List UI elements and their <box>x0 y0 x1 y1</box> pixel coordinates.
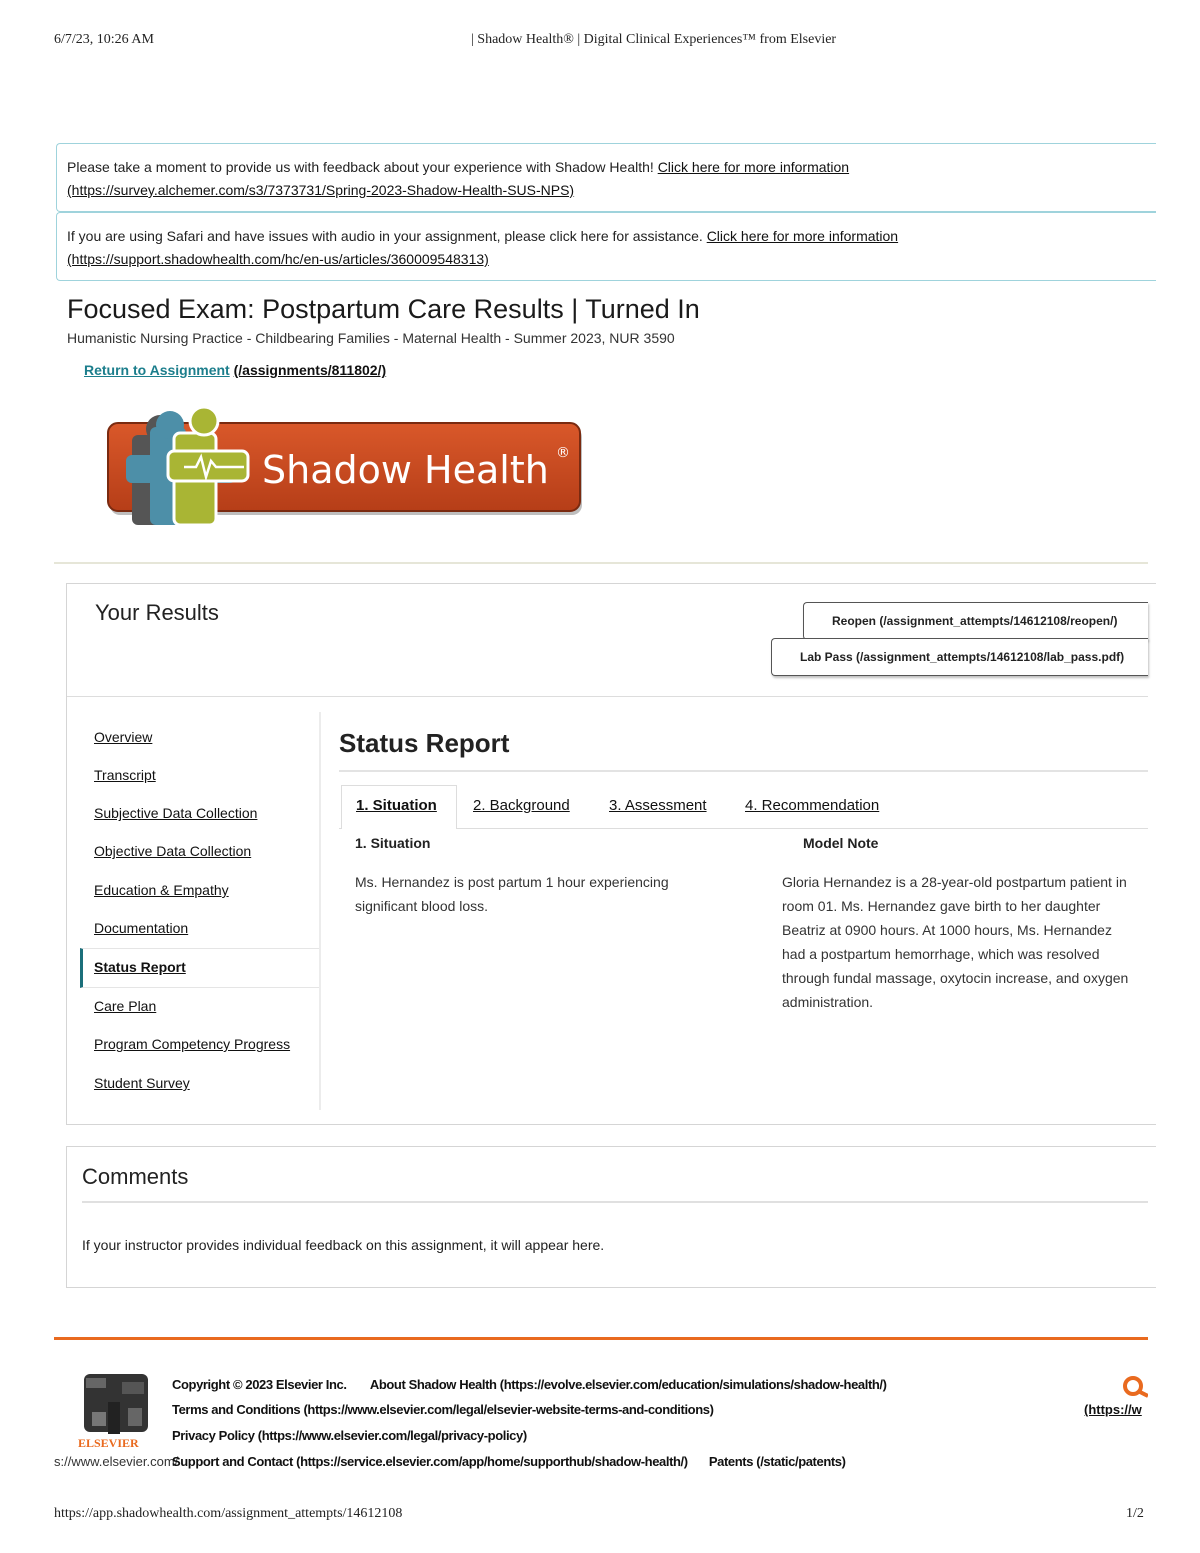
sidebar-item-objective-data[interactable]: Objective Data Collection <box>94 843 252 859</box>
course-subtitle: Humanistic Nursing Practice - Childbearing Families - Maternal Health - Summer 2023, NUR 3590 <box>67 330 675 346</box>
comments-text: If your instructor provides individual feedback on this assignment, it will appear here. <box>82 1237 605 1253</box>
footer-line-3 <box>172 1428 527 1443</box>
model-note-line-2: room 01. Ms. Hernandez gave birth to her daughter <box>782 898 1101 914</box>
shadow-health-logo <box>104 405 586 535</box>
safari-banner <box>56 212 1156 281</box>
print-datetime: 6/7/23, 10:26 AM <box>54 32 154 47</box>
lab-pass-button[interactable]: Lab Pass (/assignment_attempts/14612108/lab_pass.pdf) <box>771 638 1148 676</box>
footer-divider <box>54 1337 1148 1340</box>
accessibility-icon[interactable] <box>1122 1374 1148 1398</box>
comments-title: Comments <box>82 1164 189 1189</box>
print-page-title: | Shadow Health® | Digital Clinical Experiences™ from Elsevier <box>471 32 837 47</box>
sidebar-item-transcript[interactable]: Transcript <box>94 767 156 783</box>
comments-panel <box>66 1146 1156 1288</box>
sidebar-item-education-empathy[interactable]: Education & Empathy <box>94 882 229 898</box>
section-divider <box>54 562 1148 564</box>
reopen-button[interactable]: Reopen (/assignment_attempts/14612108/reopen/) <box>803 602 1148 640</box>
model-note-text <box>782 870 1148 1014</box>
tab-recommendation[interactable]: 4. Recommendation <box>745 797 880 814</box>
elsevier-logo <box>78 1372 154 1452</box>
feedback-banner-text: Please take a moment to provide us with feedback about your experience with Shadow Health! <box>67 159 654 175</box>
student-text-line-2: significant blood loss. <box>355 898 489 914</box>
tab-assessment[interactable]: 3. Assessment <box>609 797 707 814</box>
footer-privacy-link[interactable]: Privacy Policy (https://www.elsevier.com/legal/privacy-policy) <box>172 1428 527 1443</box>
sidebar-item-program-competency[interactable]: Program Competency Progress <box>94 1036 291 1052</box>
footer-elsevier-url[interactable]: s://www.elsevier.com/ <box>54 1454 179 1469</box>
student-situation-text <box>355 870 755 918</box>
results-title: Your Results <box>95 600 219 625</box>
print-page-number: 1/2 <box>1126 1506 1144 1521</box>
tab-situation[interactable]: 1. Situation <box>356 797 437 814</box>
logo-wordmark: Shadow Health <box>262 448 549 492</box>
page-title: Focused Exam: Postpartum Care Results | Turned In <box>67 294 700 324</box>
footer-line-4 <box>172 1454 846 1469</box>
model-note-line-4: had a postpartum hemorrhage, which was resolved <box>782 946 1100 962</box>
footer-terms-link[interactable]: Terms and Conditions (https://www.elsevier.com/legal/elsevier-website-terms-and-conditions) <box>172 1402 714 1417</box>
model-note-line-5: through fundal massage, oxytocin increase, and oxygen <box>782 970 1129 986</box>
model-note-line-6: administration. <box>782 994 874 1010</box>
safari-more-info-link[interactable]: Click here for more information <box>706 228 899 244</box>
safari-banner-text: If you are using Safari and have issues with audio in your assignment, please click here for assistance. <box>67 228 703 244</box>
situation-heading: 1. Situation <box>355 835 431 851</box>
footer-line-2 <box>172 1402 714 1417</box>
feedback-banner <box>56 143 1156 212</box>
sidebar-item-overview[interactable]: Overview <box>94 729 153 745</box>
sidebar-item-care-plan[interactable]: Care Plan <box>94 998 157 1014</box>
logo-registered: ® <box>556 445 570 461</box>
print-url: https://app.shadowhealth.com/assignment_attempts/14612108 <box>54 1506 403 1521</box>
return-to-assignment[interactable] <box>84 362 386 378</box>
sidebar-divider <box>319 712 321 1110</box>
sidebar-item-documentation[interactable]: Documentation <box>94 920 189 936</box>
footer-support-link[interactable]: Support and Contact (https://service.elsevier.com/app/home/supporthub/shadow-health/) <box>172 1454 688 1469</box>
model-note-line-3: Beatriz at 0900 hours. At 1000 hours, Ms. Hernandez <box>782 922 1112 938</box>
footer-about-link[interactable]: About Shadow Health (https://evolve.elsevier.com/education/simulations/shadow-health/) <box>369 1377 887 1392</box>
tab-background[interactable]: 2. Background <box>473 797 570 814</box>
comments-separator <box>82 1201 1148 1203</box>
footer-right-link[interactable]: (https://w <box>1084 1402 1142 1417</box>
feedback-more-info-link[interactable]: Click here for more information <box>657 159 850 175</box>
footer-patents-link[interactable]: Patents (/static/patents) <box>708 1454 846 1469</box>
return-to-assignment-link[interactable]: Return to Assignment <box>84 362 230 378</box>
elsevier-logo-text: ELSEVIER <box>78 1436 139 1450</box>
status-report-separator <box>339 770 1148 772</box>
student-text-line-1: Ms. Hernandez is post partum 1 hour experiencing <box>355 874 669 890</box>
safari-support-url-link[interactable]: (https://support.shadowhealth.com/hc/en-us/articles/360009548313) <box>67 251 489 267</box>
model-note-heading: Model Note <box>803 835 879 851</box>
feedback-survey-url-link[interactable]: (https://survey.alchemer.com/s3/7373731/Spring-2023-Shadow-Health-SUS-NPS) <box>67 182 575 198</box>
return-to-assignment-url[interactable]: (/assignments/811802/) <box>233 362 387 378</box>
sidebar-item-status-report[interactable]: Status Report <box>94 959 186 975</box>
tabs-baseline <box>339 828 1148 829</box>
footer-line-1 <box>172 1377 887 1392</box>
model-note-line-1: Gloria Hernandez is a 28-year-old postpartum patient in <box>782 874 1127 890</box>
footer-copyright: Copyright © 2023 Elsevier Inc. <box>172 1377 347 1392</box>
sidebar-item-student-survey[interactable]: Student Survey <box>94 1075 190 1091</box>
status-report-title: Status Report <box>339 728 510 758</box>
shadow-health-logo-icon <box>104 405 586 535</box>
results-separator <box>67 696 1148 697</box>
sidebar-item-subjective-data[interactable]: Subjective Data Collection <box>94 805 258 821</box>
